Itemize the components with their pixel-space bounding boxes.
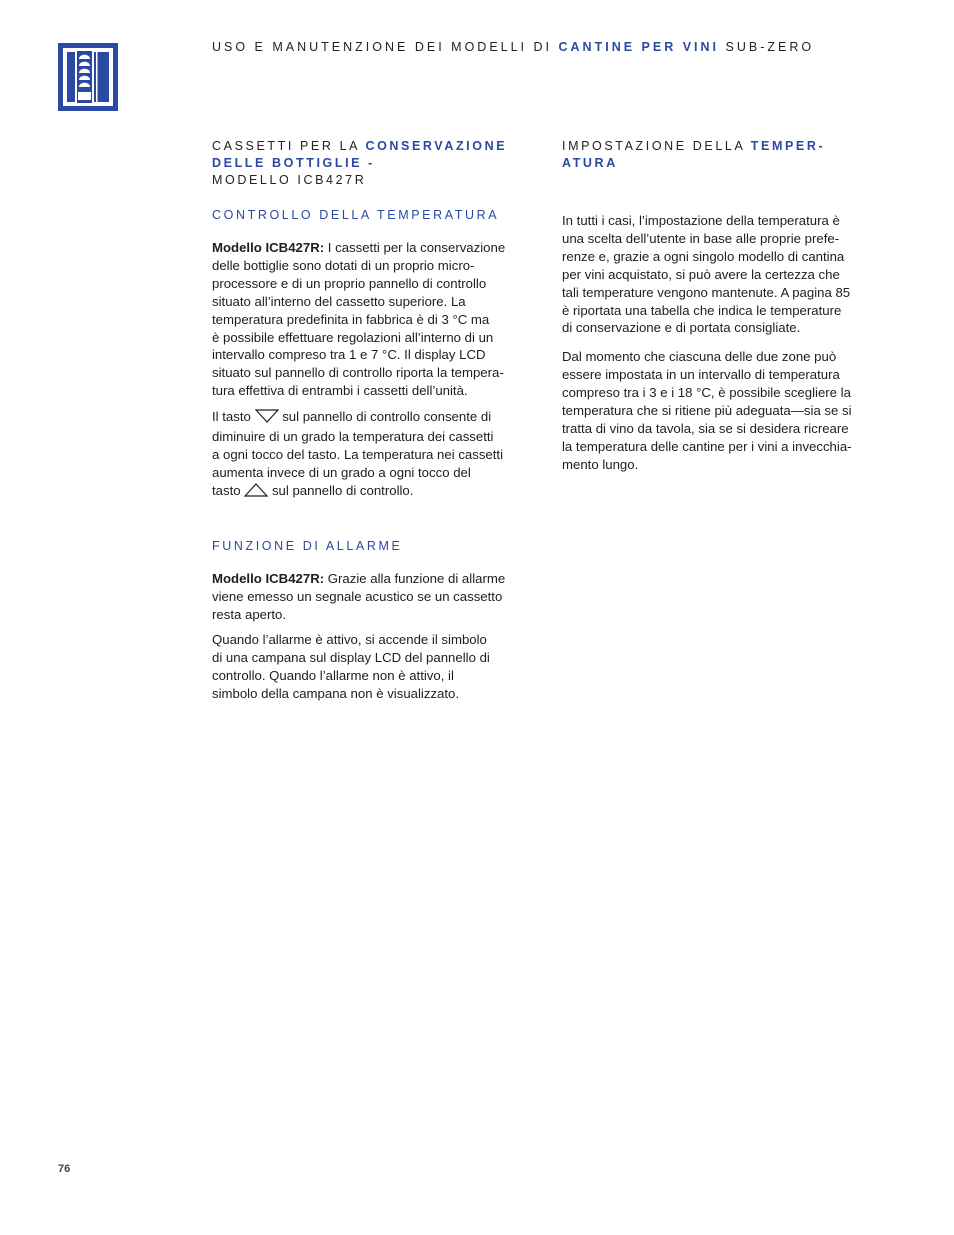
line: viene emesso un segnale acustico se un cassetto <box>212 588 503 604</box>
triangle-down-icon <box>255 409 279 428</box>
header-prefix: USO E MANUTENZIONE DEI MODELLI DI <box>212 40 553 54</box>
line: I cassetti per la conservazione <box>327 240 506 255</box>
running-header <box>212 40 912 54</box>
model-label: Modello ICB427R: <box>212 570 325 586</box>
line: aumenta invece di un grado a ogni tocco del <box>212 464 471 480</box>
line: controllo. Quando l’allarme non è attivo, il <box>212 668 454 684</box>
temperature-control-heading: CONTROLLO DELLA TEMPERATURA <box>212 208 500 222</box>
line: Grazie alla funzione di allarme <box>327 570 506 586</box>
line: la temperatura delle cantine per i vini a invecchia- <box>562 438 852 454</box>
line: situato sul pannello di controllo riporta la tempera- <box>212 365 504 381</box>
line: sul pannello di controllo consente di <box>282 409 492 425</box>
line: a ogni tocco del tasto. La temperatura nei cassetti <box>212 446 504 462</box>
line: Il tasto <box>212 409 251 425</box>
right-title-prefix: IMPOSTAZIONE DELLA <box>562 139 745 153</box>
alarm-paragraph-2 <box>212 631 532 703</box>
left-title-highlight: CONSERVAZIONE DELLE BOTTIGLIE - <box>212 139 508 170</box>
line: compreso tra i 3 e i 18 °C, è possibile scegliere la <box>562 385 851 401</box>
temperature-setting-paragraph-2 <box>562 348 882 473</box>
left-title-suffix: MODELLO ICB427R <box>212 173 367 187</box>
line: tura effettiva di entrambi i cassetti dell’unità. <box>212 383 468 399</box>
line: sul pannello di controllo. <box>271 482 414 498</box>
line: In tutti i casi, l’impostazione della temperatura è <box>562 213 840 228</box>
line: è possibile effettuare regolazioni all’interno di un <box>212 329 494 345</box>
left-section-title <box>212 138 532 189</box>
line: tali temperature vengono mantenute. A pagina 85 <box>562 284 851 300</box>
alarm-paragraph-1 <box>212 570 532 624</box>
line: Dal momento che ciascuna delle due zone può <box>562 349 837 365</box>
right-title-highlight-2: ATURA <box>562 156 618 170</box>
line: situato all’interno del cassetto superiore. La <box>212 293 466 309</box>
left-title-prefix: CASSETTI PER LA <box>212 139 360 153</box>
right-column <box>562 138 882 482</box>
temperature-control-paragraph-2 <box>212 408 532 502</box>
line: per vini acquistato, si può avere la certezza che <box>562 266 840 282</box>
line: intervallo compreso tra 1 e 7 °C. Il display LCD <box>212 347 486 363</box>
temperature-control-paragraph-1 <box>212 239 532 400</box>
line: di conservazione e di portata consigliate. <box>562 320 801 336</box>
line: Quando l’allarme è attivo, si accende il simbolo <box>212 632 487 648</box>
line: diminuire di un grado la temperatura dei cassetti <box>212 429 494 445</box>
wine-cabinet-icon <box>58 43 118 111</box>
line: temperatura che si ritiene più adeguata—sia se si <box>562 403 852 419</box>
alarm-function-heading: FUNZIONE DI ALLARME <box>212 538 403 553</box>
right-title-highlight-1: TEMPER- <box>750 139 826 153</box>
left-column <box>212 138 532 711</box>
triangle-up-icon <box>244 483 268 502</box>
line: essere impostata in un intervallo di temperatura <box>562 367 840 383</box>
right-section-title <box>562 138 882 172</box>
line: una scelta dell’utente in base alle proprie prefe- <box>562 230 840 246</box>
line: temperatura predefinita in fabbrica è di 3 °C ma <box>212 311 490 327</box>
line: delle bottiglie sono dotati di un proprio micro- <box>212 257 475 273</box>
line: di una campana sul display LCD del pannello di <box>212 650 490 666</box>
line: mento lungo. <box>562 456 639 472</box>
page-number: 76 <box>58 1163 71 1175</box>
temperature-setting-paragraph-1 <box>562 212 882 337</box>
line: resta aperto. <box>212 606 287 622</box>
header-highlight: CANTINE PER VINI <box>558 40 720 54</box>
line: processore e di un proprio pannello di controllo <box>212 275 487 291</box>
line: tratta di vino da tavola, sia se si desidera ricreare <box>562 420 849 436</box>
line: è riportata una tabella che indica le temperature <box>562 302 842 318</box>
line: simbolo della campana non è visualizzato. <box>212 686 460 702</box>
line: renze e, grazie a ogni singolo modello di cantina <box>562 248 845 264</box>
model-label: Modello ICB427R: <box>212 240 325 255</box>
header-suffix: SUB-ZERO <box>725 40 815 54</box>
line: tasto <box>212 482 241 498</box>
